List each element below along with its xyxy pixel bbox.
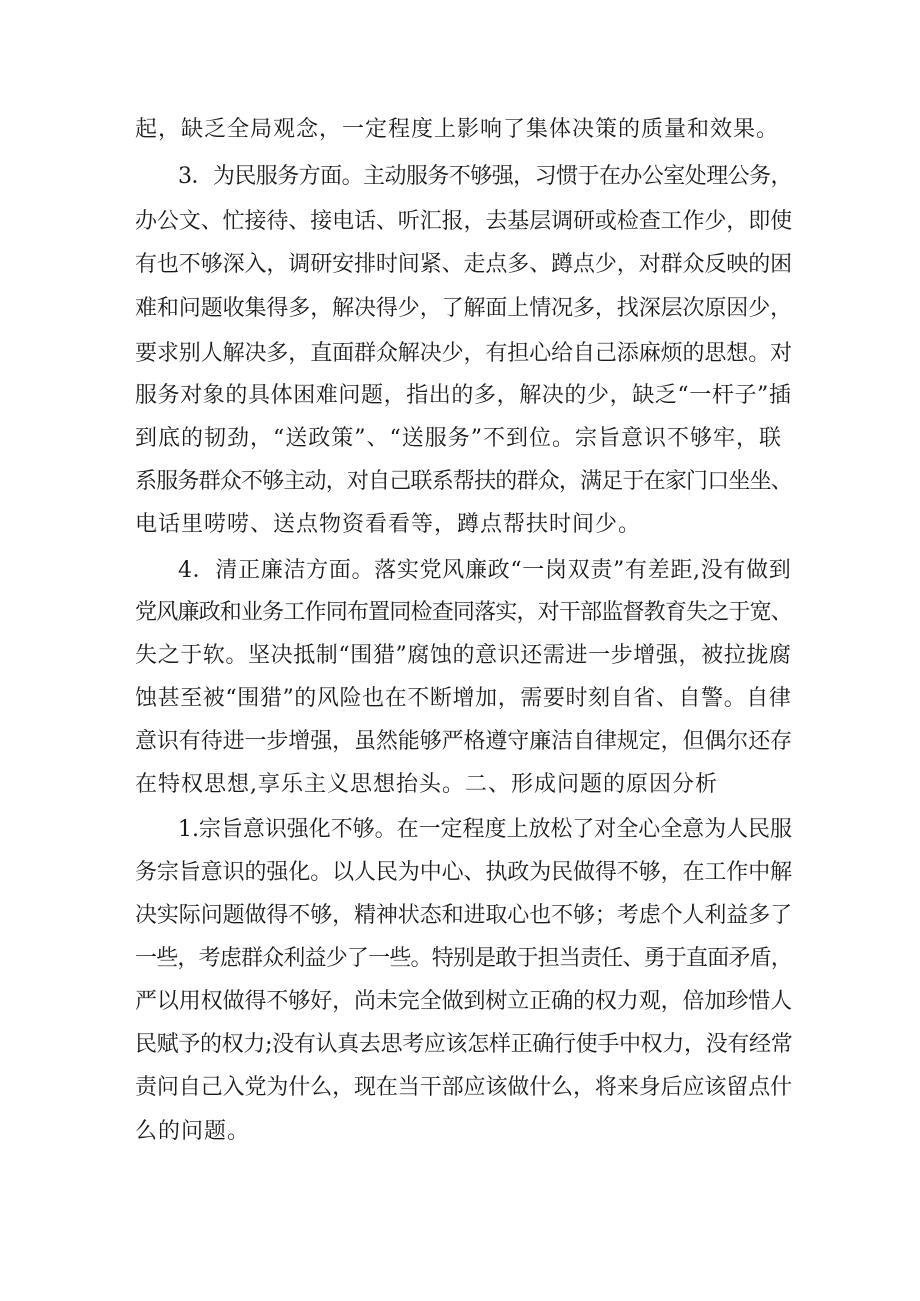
paragraph-line: 起，缺乏全局观念，一定程度上影响了集体决策的质量和效果。 — [135, 117, 780, 142]
paragraph-line: 决实际问题做得不够，精神状态和进取心也不够；考虑个人利益多了 — [135, 903, 793, 928]
paragraph-line: 系服务群众不够主动，对自己联系帮扶的群众，满足于在家门口坐坐、 — [135, 469, 793, 494]
paragraph-line: 党风廉政和业务工作同布置同检查同落实，对干部监督教育失之于宽、 — [135, 600, 793, 625]
paragraph-line: 失之于软。坚决抵制“围猎”腐蚀的意识还需进一步增强，被拉拢腐 — [135, 643, 792, 668]
paragraph-line: 到底的韧劲，“送政策”、“送服务”不到位。宗旨意识不够牢，联 — [135, 426, 782, 451]
paragraph-line: 难和问题收集得多，解决得少，了解面上情况多，找深层次原因少， — [135, 296, 793, 321]
paragraph-line: 办公文、忙接待、接电话、听汇报，去基层调研或检查工作少，即使 — [135, 209, 793, 234]
paragraph-line: 严以用权做得不够好，尚未完全做到树立正确的权力观，倍加珍惜人 — [135, 989, 793, 1014]
paragraph-line: 有也不够深入，调研安排时间紧、走点多、蹲点少，对群众反映的困 — [135, 252, 793, 277]
paragraph-line: 民赋予的权力;没有认真去思考应该怎样正确行使手中权力，没有经常 — [135, 1032, 793, 1057]
paragraph-line: 一些，考虑群众利益少了一些。特别是敢于担当责任、勇于直面矛盾， — [135, 946, 793, 971]
paragraph-line: 要求别人解决多，直面群众解决少，有担心给自己添麻烦的思想。对 — [135, 341, 793, 366]
paragraph-line: 服务对象的具体困难问题，指出的多，解决的少，缺乏“一杆子”插 — [135, 383, 792, 408]
paragraph-line: 么的问题。 — [135, 1119, 251, 1144]
paragraph-line: 3．为民服务方面。主动服务不够强，习惯于在办公室处理公务， — [178, 164, 792, 189]
paragraph-line: 4．清正廉洁方面。落实党风廉政“一岗双责”有差距,没有做到 — [178, 558, 792, 583]
paragraph-line: 务宗旨意识的强化。以人民为中心、执政为民做得不够，在工作中解 — [135, 860, 793, 885]
paragraph-line: 蚀甚至被“围猎”的风险也在不断增加，需要时刻自省、自警。自律 — [135, 686, 792, 711]
paragraph-line: 在特权思想,享乐主义思想抬头。二、形成问题的原因分析 — [135, 772, 718, 797]
paragraph-line: 电话里唠唠、送点物资看看等，蹲点帮扶时间少。 — [135, 512, 642, 537]
paragraph-line: 1.宗旨意识强化不够。在一定程度上放松了对全心全意为人民服 — [178, 817, 792, 842]
paragraph-line: 意识有待进一步增强，虽然能够严格遵守廉洁自律规定，但偶尔还存 — [135, 729, 793, 754]
paragraph-line: 责问自己入党为什么，现在当干部应该做什么，将来身后应该留点什 — [135, 1075, 793, 1100]
